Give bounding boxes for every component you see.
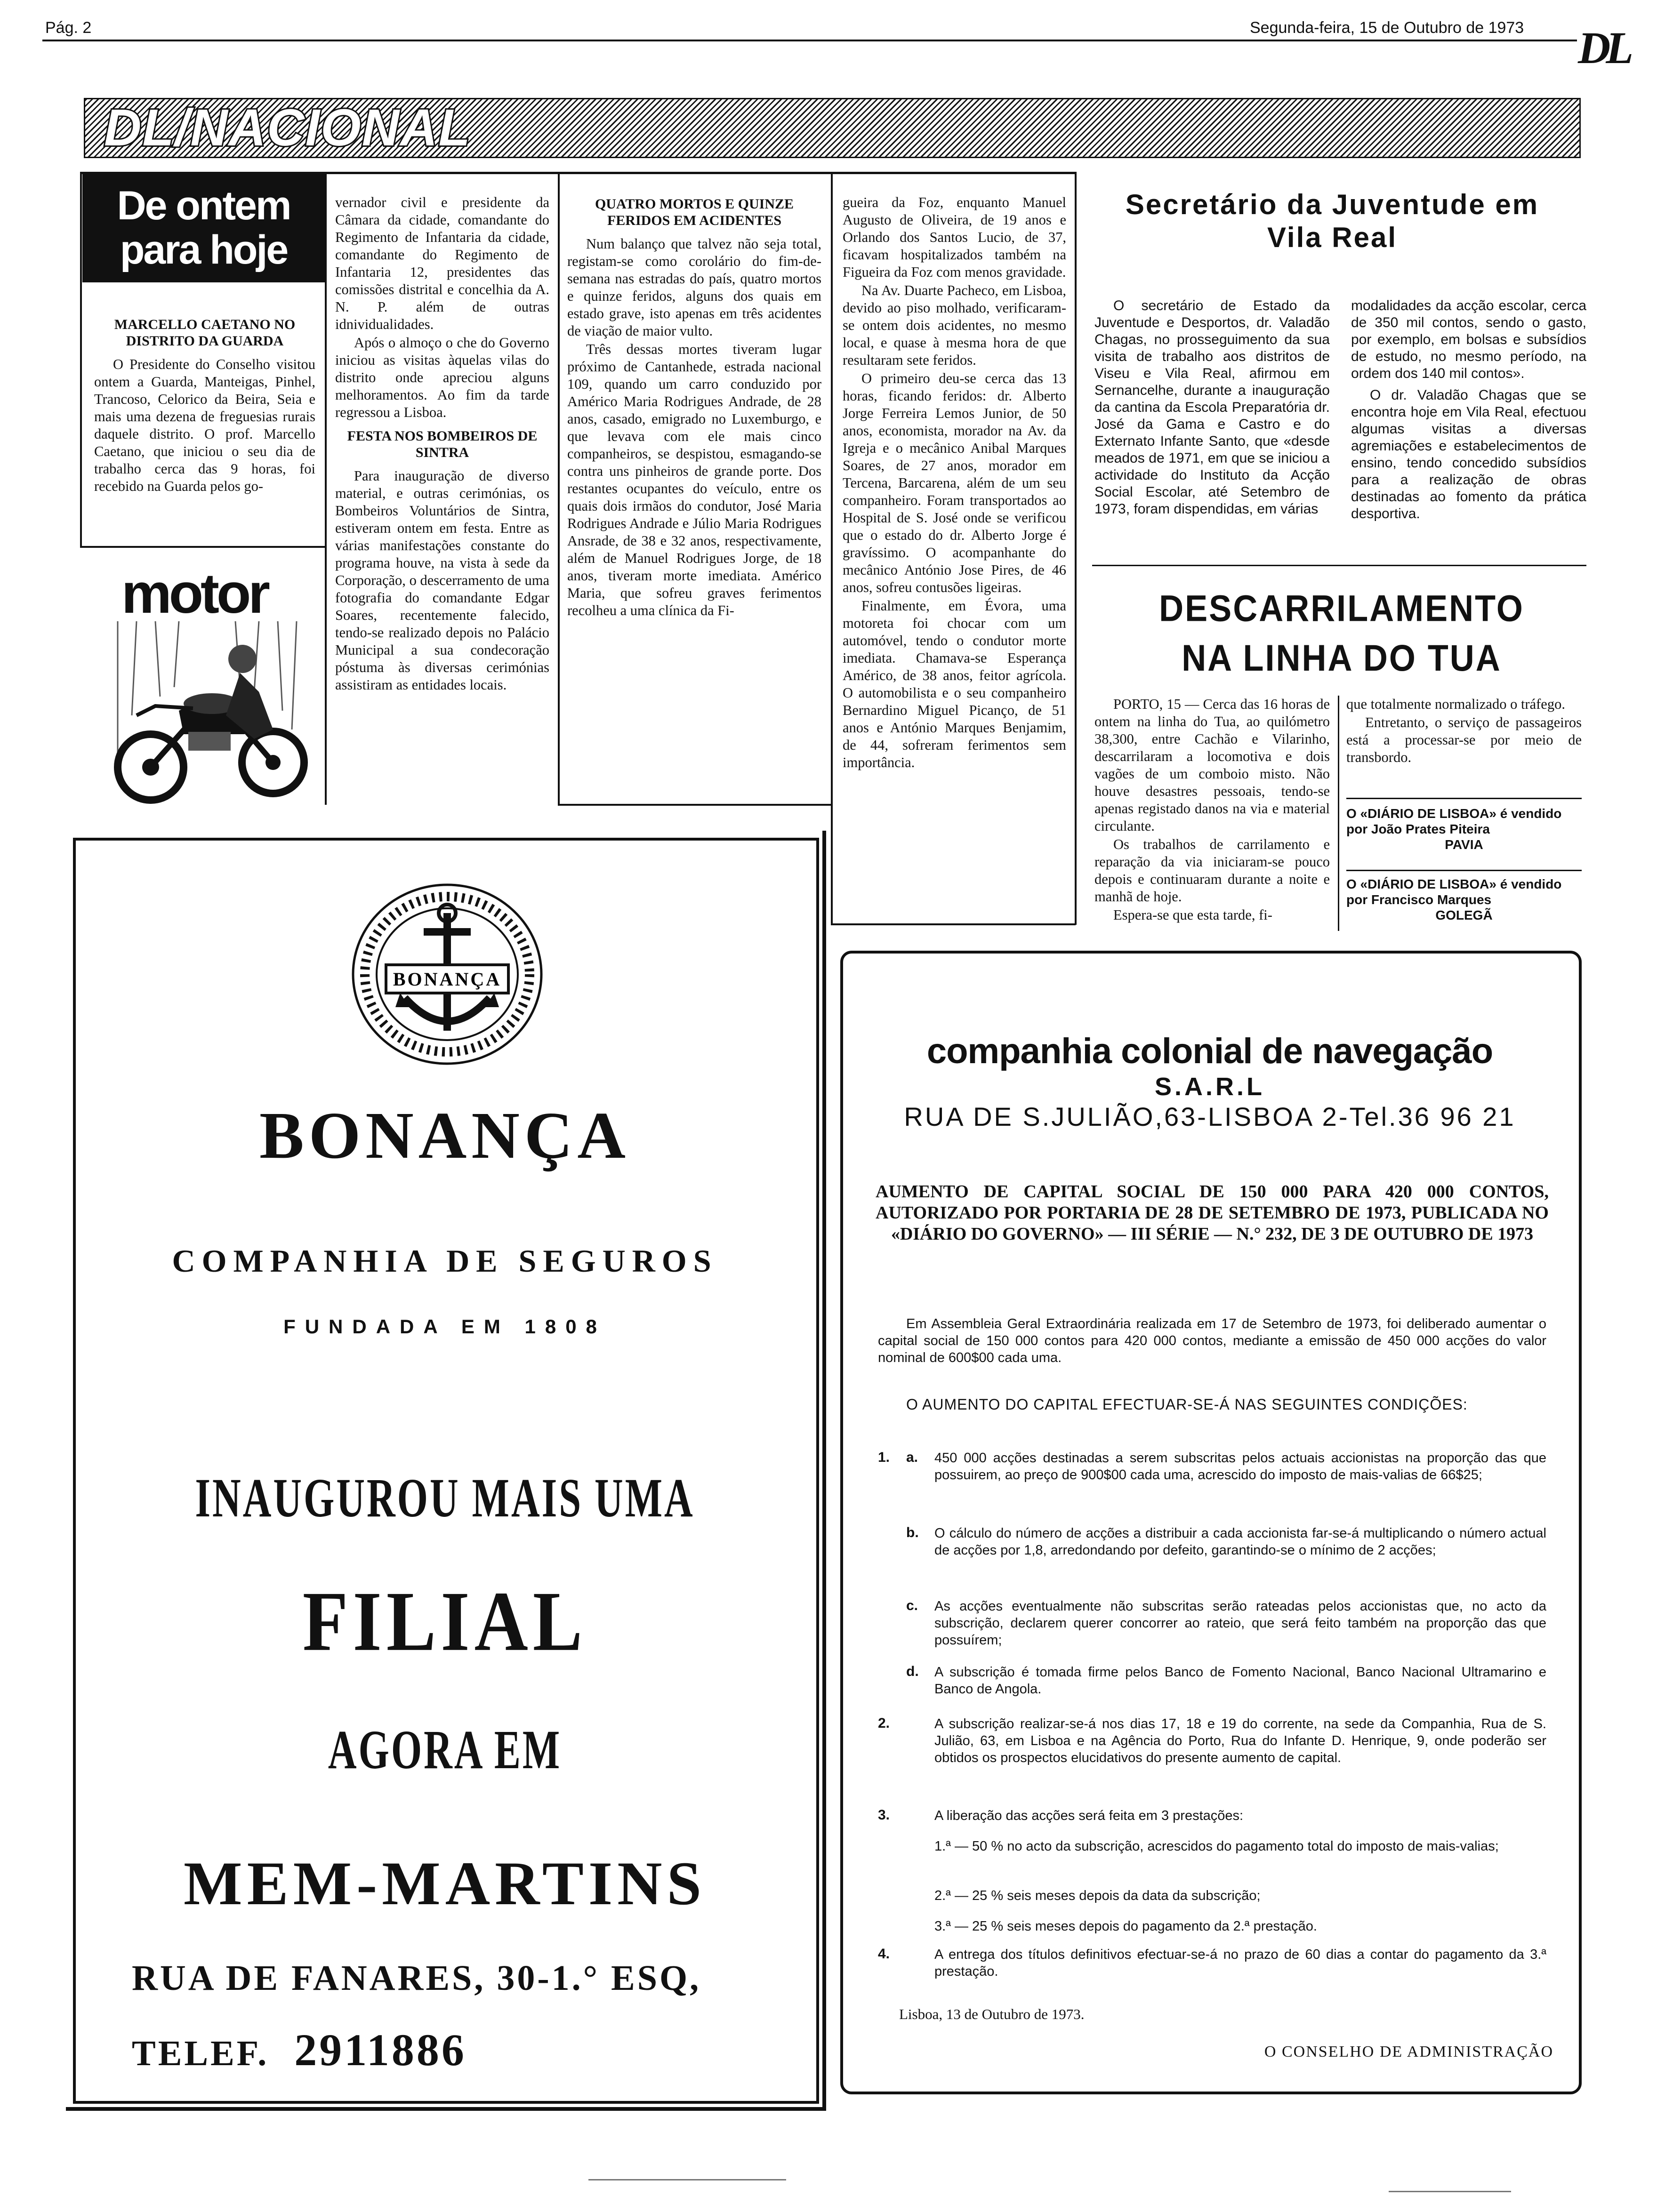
motor-section-label: motor [121, 562, 267, 625]
bonanca-tagline-1: INAUGUROU MAIS UMA [195, 1467, 695, 1529]
article-headline: FESTA NOS BOMBEIROS DE SINTRA [347, 428, 538, 460]
vendor-notice-text: O «DIÁRIO DE LISBOA» é vendido por João Prates Piteira [1346, 806, 1562, 836]
article-col4 [843, 194, 1066, 772]
vendor-notice [1346, 806, 1582, 852]
article-headline: Secretário da Juventude em Vila Real [1125, 189, 1539, 253]
headline-line: DESCARRILAMENTO [1159, 588, 1524, 630]
bonanca-tagline-3: AGORA EM [328, 1719, 562, 1781]
article-paragraph: que totalmente normalizado o tráfego. [1346, 696, 1565, 712]
article-paragraph: Espera-se que esta tarde, fi- [1113, 907, 1272, 923]
ccn-subitem-label: d. [906, 1664, 919, 1679]
column-title-line1: De ontem [117, 183, 290, 228]
article-col3 [567, 194, 821, 620]
ccn-subitem-d: A subscrição é tomada firme pelos Banco de Fomento Nacional, Banco Nacional Ultramarino e Banco de Angola. [934, 1665, 1546, 1697]
column-rule [831, 172, 833, 925]
article-headline-descarrilamento [1130, 584, 1553, 683]
article-paragraph: Na Av. Duarte Pacheco, em Lisboa, devido ao piso molhado, verificaram-se ontem dois acidentes, no mesmo local, e quase à mesma hora de que resultaram sete feridos. [843, 282, 1066, 368]
ccn-item-4: A entrega dos títulos definitivos efectuar-se-á no prazo de 60 dias a contar do pagamento da 3.ª prestação. [934, 1947, 1546, 1979]
ccn-subitem-b: O cálculo do número de acções a distribuir a cada accionista far-se-á multiplicando o número actual de acções por 1,8, arredondando por defeito, garantindo-se o mínimo de 2 acções; [934, 1526, 1546, 1558]
ccn-item-number: 4. [878, 1946, 890, 1962]
scan-artifact [588, 2179, 786, 2180]
article-paragraph: Os trabalhos de carrilamento e reparação da via iniciaram-se pouco depois e continuaram durante a noite e manhã de hoje. [1094, 836, 1330, 905]
bonanca-address: RUA DE FANARES, 30-1.° ESQ, [132, 1958, 701, 1998]
header-rule [42, 40, 1577, 41]
column-rule [558, 804, 831, 806]
article-paragraph: Num balanço que talvez não seja total, registam-se como corolário do fim-de-semana nas estradas do país, quatro mortos e quinze feridos, alguns dos quais em estado grave, isto apenas em três acidentes de viação de maior vulto. [567, 236, 821, 339]
bonanca-location: MEM-MARTINS [184, 1849, 706, 1918]
article-headline: MARCELLO CAETANO NO DISTRITO DA GUARDA [114, 317, 296, 349]
vendor-notice-text: O «DIÁRIO DE LISBOA» é vendido por Francisco Marques [1346, 877, 1562, 907]
vendor-notice [1346, 876, 1582, 923]
bonanca-company-name: BONANÇA [259, 1098, 630, 1172]
ccn-subitem-label: a. [906, 1450, 918, 1465]
ccn-item-2: A subscrição realizar-se-á nos dias 17, 18 e 19 do corrente, na sede da Companhia, Rua de S. Julião, 63, em Lisboa e na Agência do Porto, Rua do Infante D. Henrique, 9, onde poderão ser obtidos os prospectos elucidativos do presente aumento de capital. [934, 1716, 1546, 1765]
section-banner [84, 98, 1581, 158]
ccn-subitem-a: 450 000 acções destinadas a serem subscritas pelos actuais accionistas na proporção das que possuirem, ao preço de 900$00 cada uma, acrescido do imposto de mais-valias de 66$25; [934, 1451, 1546, 1483]
ccn-subitem-c: As acções eventualmente não subscritas serão rateadas pelos accionistas que, no acto da subscrição, declarem querer concorrer ao rateio, que será feito também na proporção das que possuírem; [934, 1599, 1546, 1648]
article-paragraph: O primeiro deu-se cerca das 13 horas, ficando feridos: dr. Alberto Jorge Ferreira Lemos Junior, de 50 anos, economista, morador na Av. da Igreja e o mecânico Anibal Marques Soares, de 27 anos, morador em Tercena, Barcarena, além de um seu companheiro. Foram transportados ao Hospital de S. José onde se verificou que o estado do dr. Alberto Jorge é gravíssimo. O acompanhante do mecânico António Jose Pires, de 46 anos, sofreu contusões ligeiras. [843, 370, 1066, 595]
bonanca-phone-row [132, 2024, 467, 2076]
page-number: Pág. 2 [45, 19, 92, 37]
bonanca-tagline-2: FILIAL [302, 1574, 587, 1669]
bonanca-seal-logo [348, 880, 546, 1068]
article-paragraph: O secretário de Estado da Juventude e Desportos, dr. Valadão Chagas, no prosseguimento da sua visita de trabalho aos distritos de Viseu e Vila Real, afirmou em Sernancelhe, durante a inauguração da cantina da Escola Preparatória dr. José da Gama e Castro e do Externato Infante Santo, que «desde meados de 1971, em que se iniciou a actividade do Instituto da Acção Social Escolar, até Setembro de 1973, foram dispendidas, em várias [1094, 298, 1330, 517]
scan-artifact [1389, 2191, 1511, 2192]
bonanca-phone-number: 2911886 [294, 2025, 467, 2075]
column-title-line2: para hoje [120, 227, 288, 272]
column-rule [325, 172, 327, 805]
motorcycle-illustration [85, 621, 320, 809]
ccn-legal-form: S.A.R.L [1154, 1073, 1265, 1101]
ccn-item-number: 2. [878, 1715, 890, 1731]
article-secretario-col1 [1094, 297, 1330, 518]
newspaper-logo: DL [1578, 23, 1629, 73]
vendor-place: GOLEGÃ [1435, 908, 1493, 922]
article-marcello [94, 314, 315, 496]
article-paragraph: Finalmente, em Évora, uma motoreta foi chocar com um automóvel, tendo o condutor morte imediata. Chamava-se Esperança Américo, de 38 anos, feitor agrícola. O automobilista e o seu companheiro Bernardino Miguel Picanço, de 51 anos e António Marques Benjamim, de 44, sofreram ferimentos sem importância. [843, 598, 1066, 770]
article-paragraph: vernador civil e presidente da Câmara da cidade, comandante do Regimento de Infantaria da cidade, comandante do Regimento de Infantaria 12, presidentes das comissões distrital e concelhia da A. N. P. além de outras idnividualidades. [335, 194, 549, 332]
ccn-conditions-heading: O AUMENTO DO CAPITAL EFECTUAR-SE-Á NAS SEGUINTES CONDIÇÕES: [906, 1396, 1468, 1413]
section-banner-label: DL/NACIONAL [104, 99, 471, 157]
bonanca-founded: FUNDADA EM 1808 [283, 1315, 606, 1338]
article-descarrilamento-col2 [1346, 696, 1582, 767]
ccn-signature: O CONSELHO DE ADMINISTRAÇÃO [1264, 2043, 1553, 2060]
article-paragraph: Para inauguração de diverso material, e outras cerimónias, os Bombeiros Voluntários de Sintra, estiveram ontem em festa. Entre as várias manifestações constante do programa houve, na vista à sede da Corporação, o descerramento de uma fotografia do comandante Edgar Soares, recentemente falecido, tendo-se realizado depois no Palácio Municipal a sua condecoração póstuma às diversas cerimónias assistiram as entidades locais. [335, 468, 549, 693]
headline-line: NA LINHA DO TUA [1182, 637, 1502, 679]
column-rule [1075, 172, 1077, 925]
ccn-installment-2: 2.ª — 25 % seis meses depois da data da subscrição; [934, 1888, 1261, 1903]
bonanca-phone-label: TELEF. [132, 2034, 269, 2073]
ccn-item-number: 1. [878, 1450, 890, 1465]
article-paragraph: O Presidente do Conselho visitou ontem a Guarda, Manteigas, Pinhel, Trancoso, Celorico da Beira, Seia e mais uma dezena de freguesias rurais daquele distrito. O prof. Marcello Caetano, que iniciou o seu dia de trabalho cerca das 9 horas, foi recebido na Guarda pelos go- [94, 356, 315, 494]
ccn-installment-1: 1.ª — 50 % no acto da subscrição, acrescidos do pagamento total do imposto de mais-valias; [934, 1839, 1499, 1854]
article-secretario-col2 [1351, 297, 1586, 522]
article-paragraph: gueira da Foz, enquanto Manuel Augusto de Oliveira, de 19 anos e Orlando dos Santos Lucio, de 37, ficavam hospitalizados também na Figueira da Foz com menos gravidade. [843, 194, 1066, 280]
column-rule [558, 172, 560, 805]
article-paragraph: Após o almoço o che do Governo iniciou as visitas àquelas vilas do distrito onde apreciou alguns melhoramentos. Ao fim da tarde regressou a Lisboa. [335, 335, 549, 420]
bonanca-subtitle: COMPANHIA DE SEGUROS [172, 1243, 718, 1279]
ccn-company-name: companhia colonial de navegação [926, 1031, 1493, 1071]
column-rule [80, 546, 325, 548]
article-paragraph: modalidades da acção escolar, cerca de 350 mil contos, sendo o gasto, por exemplo, em bolsas e subsídios de estudo, no mesmo período, na ordem dos 140 mil contos». [1351, 298, 1586, 381]
seal-text: BONANÇA [393, 969, 502, 990]
article-col2 [335, 194, 549, 695]
ccn-installment-3: 3.ª — 25 % seis meses depois do pagamento da 2.ª prestação. [934, 1919, 1317, 1934]
column-title-box [82, 174, 325, 282]
article-paragraph: PORTO, 15 — Cerca das 16 horas de ontem na linha do Tua, ao quilómetro 38,300, entre Cachão e Vilarinho, descarrilaram a locomotiva e dois vagões de um comboio misto. Não houve desastres pessoais, tendo-se apenas registado danos na via e material circulante. [1094, 696, 1330, 834]
section-divider [1346, 870, 1582, 871]
column-rule [80, 172, 82, 546]
ccn-headline: AUMENTO DE CAPITAL SOCIAL DE 150 000 PARA 420 000 CONTOS, AUTORIZADO POR PORTARIA DE 28 DE SETEMBRO DE 1973, PUBLICADA NO «DIÁRIO DO GOVERNO» — III SÉRIE — N.° 232, DE 3 DE OUTUBRO DE 1973 [876, 1182, 1549, 1244]
vendor-place: PAVIA [1445, 837, 1483, 852]
ccn-subitem-label: b. [906, 1525, 919, 1540]
section-divider [1092, 565, 1586, 566]
ccn-address: RUA DE S.JULIÃO,63-LISBOA 2-Tel.36 96 21 [904, 1102, 1516, 1131]
issue-date: Segunda-feira, 15 de Outubro de 1973 [1250, 19, 1524, 37]
article-descarrilamento-col1 [1094, 696, 1330, 925]
article-paragraph: Três dessas mortes tiveram lugar próximo de Cantanhede, estrada nacional 109, quando um carro conduzido por Américo Maria Rodrigues Andrade, de 28 anos, casado, emigrado no Luxemburgo, e que levava com ele mais cinco companheiros, se despistou, esmagando-se contra uns pinheiros de grande porte. Dos restantes ocupantes do veículo, entre os quais dois irmãos do condutor, José Maria Rodrigues Andrade e Júlio Maria Rodrigues Ansrade, de 38 e 32 anos, respectivamente, além de Manuel Rodrigues Jorge, de 18 anos, tiveram morte imediata. Américo Maria, que sofreu graves ferimentos recolheu a uma clínica da Fi- [567, 341, 821, 618]
article-paragraph: Entretanto, o serviço de passageiros está a processar-se por meio de transbordo. [1346, 714, 1582, 765]
article-headline: QUATRO MORTOS E QUINZE FERIDOS EM ACIDENTES [595, 196, 794, 228]
ccn-item-number: 3. [878, 1807, 890, 1823]
section-divider [1346, 798, 1582, 799]
ccn-subitem-label: c. [906, 1598, 918, 1613]
column-rule [831, 923, 1076, 925]
article-paragraph: O dr. Valadão Chagas que se encontra hoje em Vila Real, efectuou algumas visitas a diversas agremiações e estabelecimentos de ensino, tendo concedido subsídios para a realização de obras destinadas ao fomento da prática desportiva. [1351, 387, 1586, 521]
ccn-intro: Em Assembleia Geral Extraordinária realizada em 17 de Setembro de 1973, foi deliberado aumentar o capital social de 150 000 contos para 420 000 contos, mediante a emissão de 450 000 acções do valor nominal de 600$00 cada uma. [878, 1316, 1546, 1365]
ccn-place-date: Lisboa, 13 de Outubro de 1973. [899, 2006, 1085, 2022]
ccn-item-3: A liberação das acções será feita em 3 prestações: [934, 1808, 1244, 1823]
column-rule [1338, 696, 1339, 931]
